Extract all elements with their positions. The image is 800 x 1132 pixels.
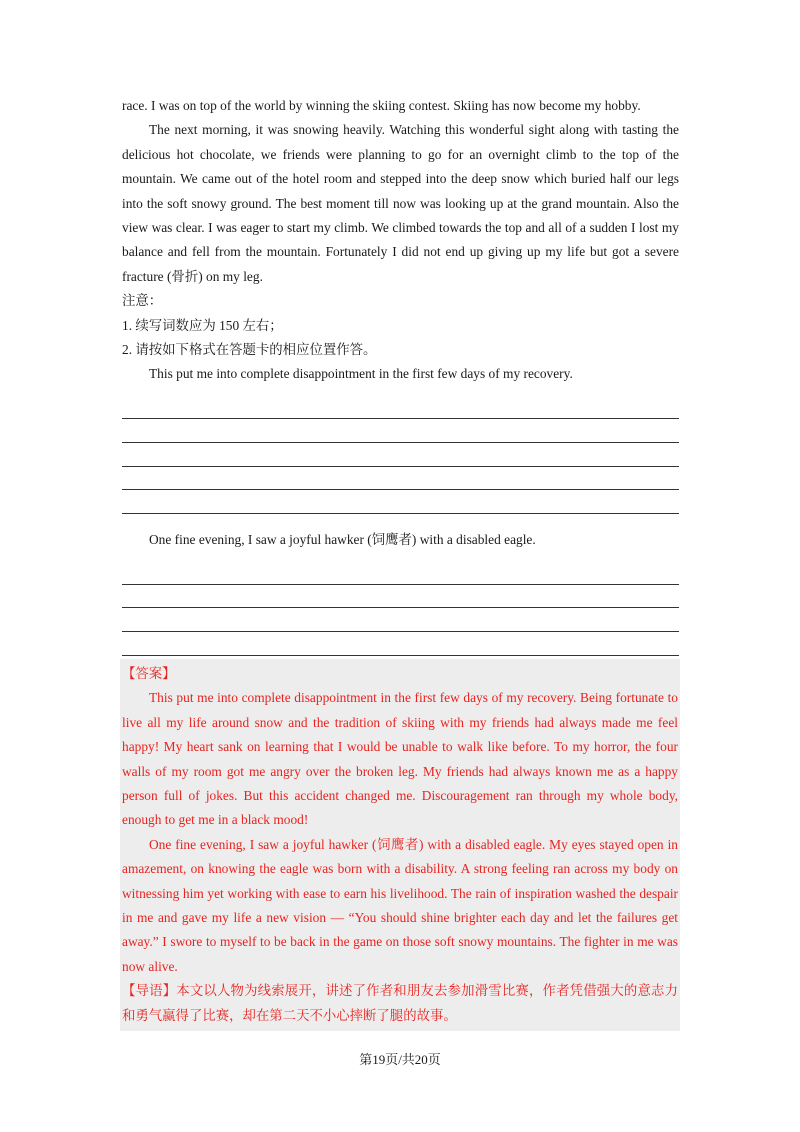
- page-number: 第19页/共20页: [359, 1052, 441, 1067]
- story-paragraph-1: race. I was on top of the world by winning the skiing contest. Skiing has now become my hobby.: [122, 98, 641, 113]
- writing-lines-first: [122, 396, 679, 514]
- writing-line: [122, 585, 679, 609]
- writing-line: [122, 561, 679, 585]
- prompt-second: One fine evening, I saw a joyful hawker (饲鹰者) with a disabled eagle.: [149, 531, 536, 547]
- writing-line: [122, 632, 679, 656]
- writing-line: [122, 396, 679, 420]
- writing-line: [122, 490, 679, 514]
- notes-item-2: 2. 请按如下格式在答题卡的相应位置作答。: [122, 342, 377, 358]
- writing-line: [122, 608, 679, 632]
- prompt-first: This put me into complete disappointment in the first few days of my recovery.: [149, 366, 573, 382]
- answer-guide: 【导语】本文以人物为线索展开，讲述了作者和朋友去参加滑雪比赛，作者凭借强大的意志力和勇气赢得了比赛，却在第二天不小心摔断了腿的故事。: [122, 983, 678, 1023]
- answer-section: [120, 659, 680, 1031]
- writing-line: [122, 443, 679, 467]
- notes-heading: 注意：: [122, 293, 163, 309]
- notes-item-1: 1. 续写词数应为 150 左右；: [122, 317, 283, 333]
- story-paragraph-2: The next morning, it was snowing heavily. Watching this wonderful sight along with tasting the delicious hot chocolate, we friends were planning to go for an overnight climb to the top of the mountain. We came out of the hotel room and stepped into the deep snow which buried half our legs into the soft snowy ground. The best moment till now was looking up at the grand mountain. Also the view was clear. I was eager to start my climb. We climbed towards the top and all of a sudden I lost my balance and fell from the mountain. Fortunately I did not end up giving up my life but got a severe fracture (骨折) on my leg.: [122, 122, 679, 284]
- answer-paragraph-1: This put me into complete disappointment in the first few days of my recovery. Being fortunate to live all my life around snow and the tradition of skiing with my friends had always made me feel happy! My heart sank on learning that I would be unable to walk like before. To my horror, the four walls of my room got me angry over the broken leg. My friends had always known me as a happy person full of jokes. But this accident changed me. Discouragement ran through my whole body, enough to get me in a black mood!: [122, 690, 678, 828]
- writing-line: [122, 467, 679, 491]
- answer-label: 【答案】: [122, 666, 176, 681]
- document-body: [122, 94, 679, 679]
- answer-paragraph-2: One fine evening, I saw a joyful hawker (饲鹰者) with a disabled eagle. My eyes stayed open in amazement, on knowing the eagle was born with a disability. A strong feeling ran across my body on witnessing him yet working with ease to earn his livelihood. The rain of inspiration washed the despair in me and gave my life a new vision — “You should shine brighter each day and let the failures get away.” I swore to myself to be back in the game on those soft snowy mountains. The fighter in me was now alive.: [122, 836, 678, 974]
- writing-line: [122, 419, 679, 443]
